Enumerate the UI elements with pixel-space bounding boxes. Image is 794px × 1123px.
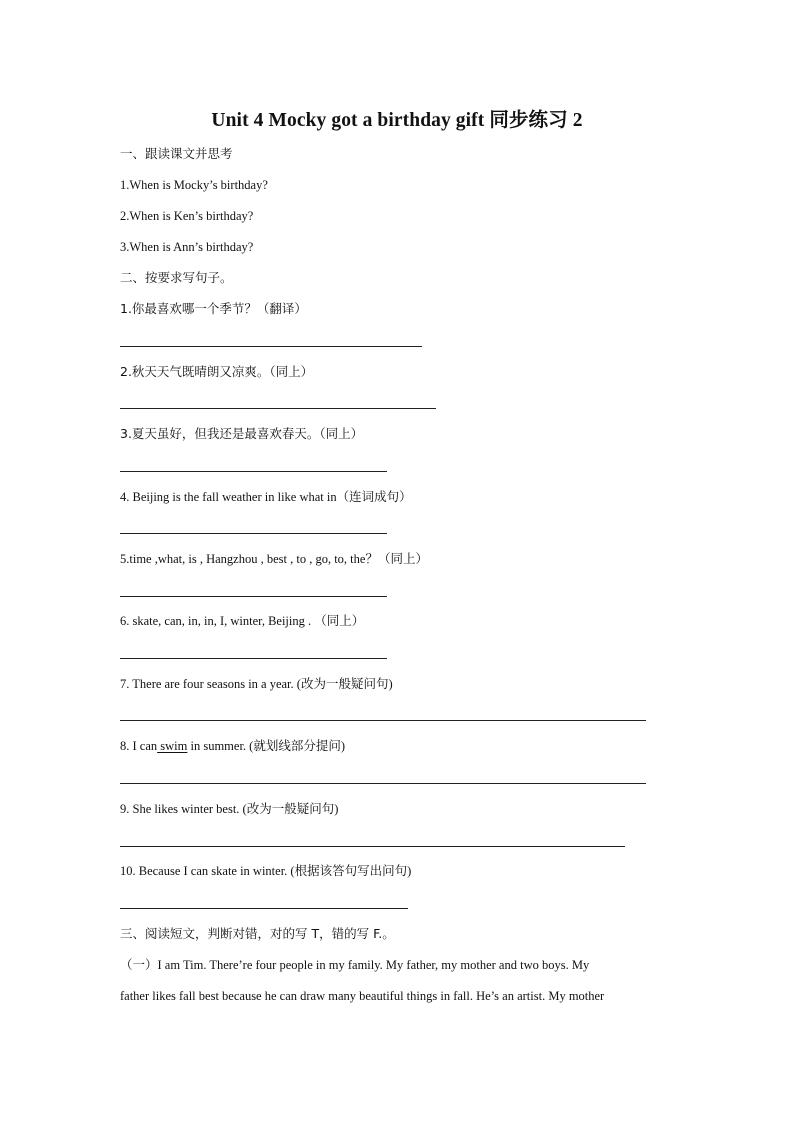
section2-heading: 二、按要求写句子。 xyxy=(120,270,233,285)
section2-question-9: 9. She likes winter best. (改为一般疑问句) xyxy=(120,802,339,816)
section2-question-1: 1.你最喜欢哪一个季节？（翻译） xyxy=(120,301,307,316)
section2-question-10: 10. Because I can skate in winter. (根据该答句写出问句) xyxy=(120,864,412,878)
reading-passage-line-1: （一）I am Tim. There’re four people in my family. My father, my mother and two boys. My xyxy=(120,958,590,972)
page-title: Unit 4 Mocky got a birthday gift 同步练习 2 xyxy=(211,110,583,131)
section3-heading: 三、阅读短文，判断对错，对的写 T，错的写 F.。 xyxy=(120,926,395,941)
answer-line-1[interactable] xyxy=(120,346,422,347)
question-8-suffix: in summer. (就划线部分提问) xyxy=(187,739,345,753)
section2-question-3: 3.夏天虽好，但我还是最喜欢春天。（同上） xyxy=(120,426,364,441)
answer-line-10[interactable] xyxy=(120,908,408,909)
answer-line-7[interactable] xyxy=(120,720,646,721)
section2-question-2: 2.秋天天气既晴朗又凉爽。（同上） xyxy=(120,364,314,379)
section1-heading: 一、跟读课文并思考 xyxy=(120,146,233,161)
answer-line-6[interactable] xyxy=(120,658,387,659)
reading-passage-line-2: father likes fall best because he can draw many beautiful things in fall. He’s an artist. My mother xyxy=(120,989,605,1003)
section1-question-2: 2.When is Ken’s birthday? xyxy=(120,209,254,223)
answer-line-5[interactable] xyxy=(120,596,387,597)
question-8-underlined-word: swim xyxy=(157,739,188,753)
section1-question-1: 1.When is Mocky’s birthday? xyxy=(120,178,268,192)
section2-question-6: 6. skate, can, in, in, I, winter, Beijing . （同上） xyxy=(120,614,365,628)
section1-question-3: 3.When is Ann’s birthday? xyxy=(120,240,254,254)
answer-line-9[interactable] xyxy=(120,846,625,847)
question-8-prefix: 8. I can xyxy=(120,739,158,753)
answer-line-2[interactable] xyxy=(120,408,436,409)
section2-question-4: 4. Beijing is the fall weather in like what in（连词成句） xyxy=(120,490,412,504)
answer-line-8[interactable] xyxy=(120,783,646,784)
section2-question-5: 5.time ,what, is , Hangzhou , best , to , go, to, the？（同上） xyxy=(120,552,428,566)
answer-line-4[interactable] xyxy=(120,533,387,534)
section2-question-8 xyxy=(120,738,345,754)
section2-question-7: 7. There are four seasons in a year. (改为一般疑问句) xyxy=(120,677,393,691)
answer-line-3[interactable] xyxy=(120,471,387,472)
